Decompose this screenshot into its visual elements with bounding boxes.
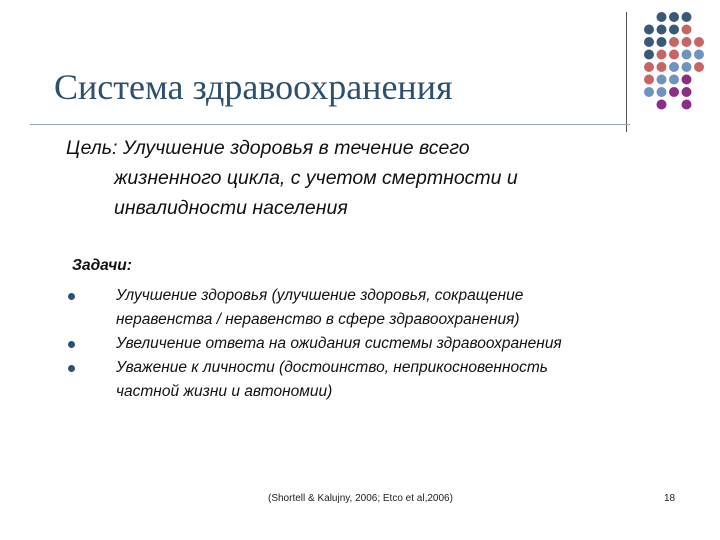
decorative-dot	[682, 62, 692, 72]
task-line: Уважение к личности (достоинство, неприкосновенность	[116, 359, 548, 376]
decorative-dot	[669, 12, 679, 22]
decorative-dot	[682, 12, 692, 22]
title-underline	[30, 124, 630, 125]
footer-source: (Shortell & Kalujny, 2006; Etco et al,2006)	[268, 493, 453, 504]
decorative-dot	[644, 87, 654, 97]
decorative-dot	[682, 37, 692, 47]
goal-line-1: Цель: Улучшение здоровья в течение всего	[66, 137, 470, 159]
task-line: Увеличение ответа на ожидания системы здравоохранения	[116, 335, 562, 352]
decorative-dot	[669, 50, 679, 60]
decorative-dot	[682, 100, 692, 110]
task-item	[68, 332, 648, 356]
goal-text	[66, 133, 606, 223]
decorative-dot	[669, 87, 679, 97]
decorative-dot	[644, 25, 654, 35]
decorative-dot	[682, 75, 692, 85]
decorative-dot	[682, 87, 692, 97]
vertical-divider	[626, 12, 627, 132]
decorative-dot	[682, 50, 692, 60]
task-line: неравенства / неравенство в сфере здравоохранения)	[116, 311, 520, 328]
decorative-dot	[669, 62, 679, 72]
decorative-dot	[657, 50, 667, 60]
bullet-icon	[68, 293, 75, 300]
bullet-icon	[68, 341, 75, 348]
decorative-dot	[669, 75, 679, 85]
decorative-dot	[644, 62, 654, 72]
decorative-dot-grid	[0, 0, 720, 130]
decorative-dot	[644, 37, 654, 47]
decorative-dot	[669, 37, 679, 47]
decorative-dot	[657, 100, 667, 110]
decorative-dot	[694, 37, 704, 47]
decorative-dot	[694, 50, 704, 60]
task-line: Улучшение здоровья (улучшение здоровья, сокращение	[116, 287, 524, 304]
slide-title: Система здравоохранения	[54, 67, 453, 107]
decorative-dot	[657, 87, 667, 97]
decorative-dot	[657, 62, 667, 72]
goal-line-2: жизненного цикла, с учетом смертности и	[114, 167, 518, 189]
decorative-dot	[657, 25, 667, 35]
task-item	[68, 284, 648, 332]
goal-line-3: инвалидности населения	[114, 197, 348, 219]
decorative-dot	[657, 37, 667, 47]
bullet-icon	[68, 365, 75, 372]
task-line: частной жизни и автономии)	[116, 383, 333, 400]
tasks-label: Задачи:	[72, 257, 132, 274]
page-number: 18	[664, 493, 676, 504]
task-item	[68, 356, 648, 404]
tasks-list	[68, 284, 648, 404]
decorative-dot	[644, 50, 654, 60]
decorative-dot	[657, 75, 667, 85]
decorative-dot	[669, 25, 679, 35]
decorative-dot	[644, 75, 654, 85]
decorative-dot	[657, 12, 667, 22]
decorative-dot	[682, 25, 692, 35]
decorative-dot	[694, 62, 704, 72]
